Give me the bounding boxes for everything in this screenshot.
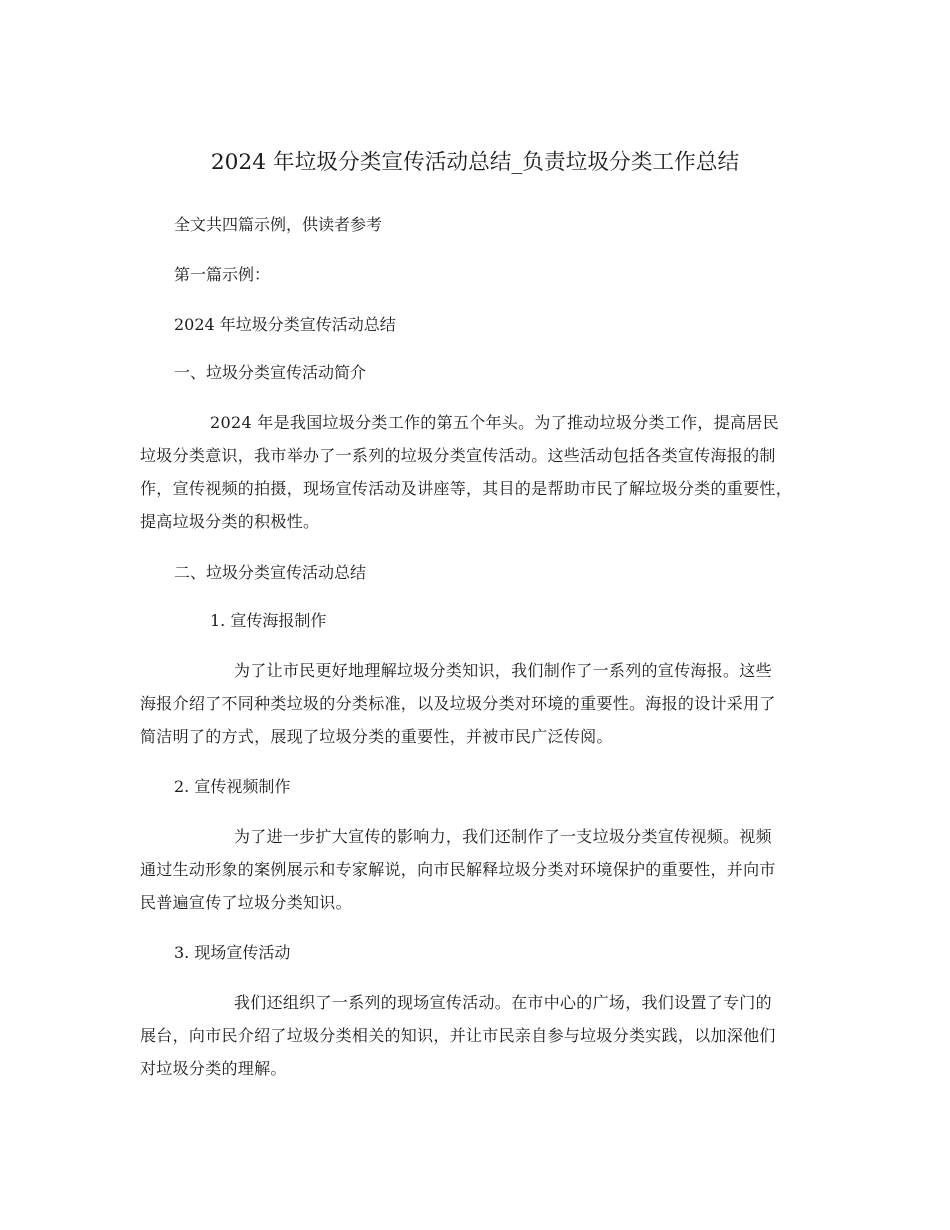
item-onsite-line: 我们还组织了一系列的现场宣传活动。在市中心的广场，我们设置了专门的 bbox=[234, 993, 772, 1012]
intro-text: 全文共四篇示例，供读者参考 bbox=[174, 215, 383, 234]
item-video-line: 民普遍宣传了垃圾分类知识。 bbox=[140, 893, 352, 912]
item-posters-line: 简洁明了的方式，展现了垃圾分类的重要性，并被市民广泛传阅。 bbox=[140, 727, 613, 746]
section1-line: 作，宣传视频的拍摄，现场宣传活动及讲座等，其目的是帮助市民了解垃圾分类的重要性， bbox=[140, 479, 793, 498]
section1-heading: 一、垃圾分类宣传活动简介 bbox=[174, 363, 367, 382]
item-posters-line: 海报介绍了不同种类垃圾的分类标准，以及垃圾分类对环境的重要性。海报的设计采用了 bbox=[140, 694, 776, 713]
item-posters-line: 为了让市民更好地理解垃圾分类知识，我们制作了一系列的宣传海报。这些 bbox=[234, 661, 772, 680]
item-video-line: 为了进一步扩大宣传的影响力，我们还制作了一支垃圾分类宣传视频。视频 bbox=[234, 827, 772, 846]
item-heading-posters: 1. 宣传海报制作 bbox=[210, 611, 327, 630]
section1-line: 提高垃圾分类的积极性。 bbox=[140, 512, 320, 531]
document-title: 2024 年垃圾分类宣传活动总结_负责垃圾分类工作总结 bbox=[210, 150, 740, 175]
item-video-line: 通过生动形象的案例展示和专家解说，向市民解释垃圾分类对环境保护的重要性，并向市 bbox=[140, 860, 776, 879]
section1-line: 2024 年是我国垃圾分类工作的第五个年头。为了推动垃圾分类工作，提高居民 bbox=[210, 413, 779, 432]
section2-heading: 二、垃圾分类宣传活动总结 bbox=[174, 563, 367, 582]
item-heading-onsite: 3. 现场宣传活动 bbox=[174, 943, 291, 962]
subtitle: 2024 年垃圾分类宣传活动总结 bbox=[174, 315, 396, 334]
item-heading-video: 2. 宣传视频制作 bbox=[174, 777, 291, 796]
example-label: 第一篇示例： bbox=[174, 265, 271, 284]
item-onsite-line: 展台，向市民介绍了垃圾分类相关的知识，并让市民亲自参与垃圾分类实践，以加深他们 bbox=[140, 1026, 776, 1045]
item-onsite-line: 对垃圾分类的理解。 bbox=[140, 1059, 287, 1078]
section1-line: 垃圾分类意识，我市举办了一系列的垃圾分类宣传活动。这些活动包括各类宣传海报的制 bbox=[140, 446, 776, 465]
